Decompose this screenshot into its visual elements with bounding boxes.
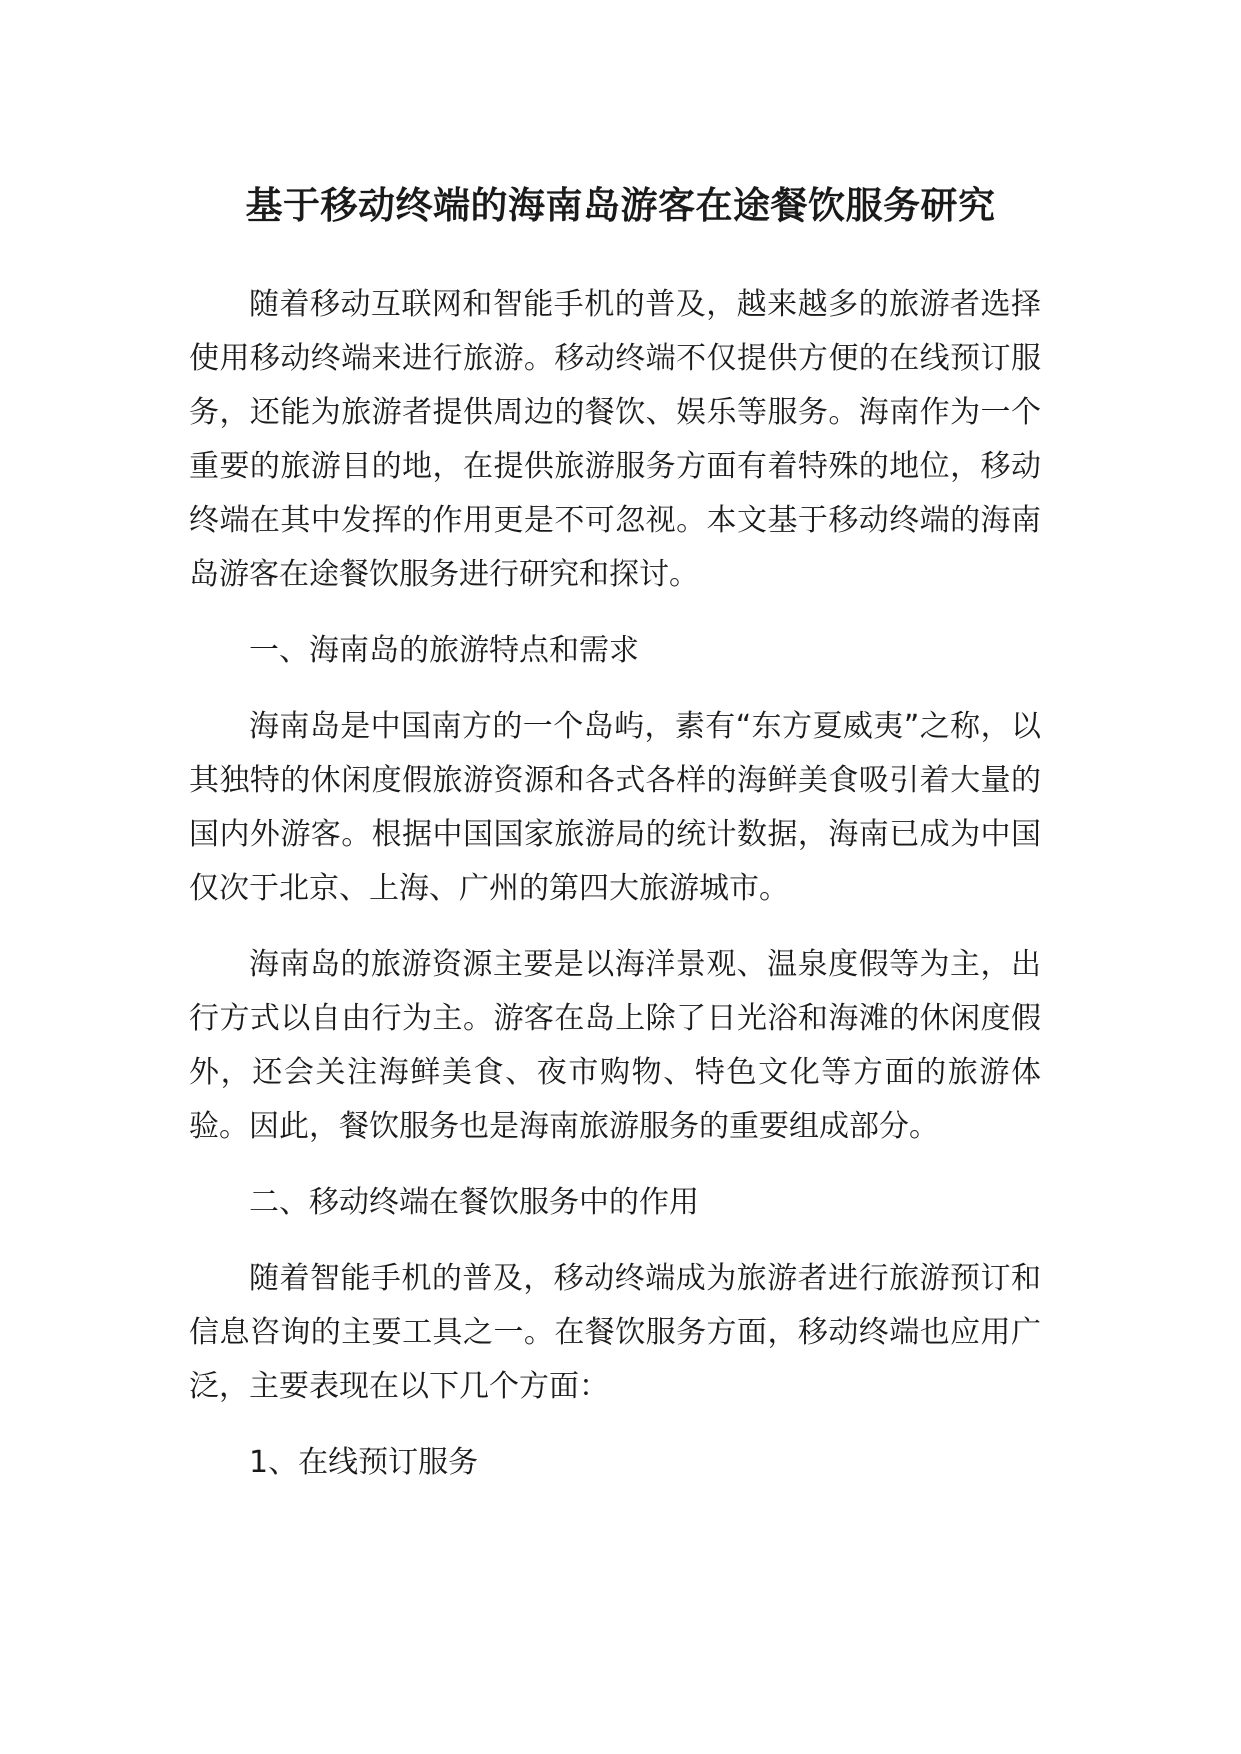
section-heading-2: 二、移动终端在餐饮服务中的作用 [249, 1185, 699, 1220]
document-title: 基于移动终端的海南岛游客在途餐饮服务研究 [245, 184, 996, 227]
paragraph-mobile-role: 随着智能手机的普及，移动终端成为旅游者进行旅游预订和信息咨询的主要工具之一。在餐饮服务方面，移动终端也应用广泛，主要表现在以下几个方面： [189, 1261, 1041, 1404]
paragraph-hainan-overview: 海南岛是中国南方的一个岛屿，素有“东方夏威夷”之称，以其独特的休闲度假旅游资源和各式各样的海鲜美食吸引着大量的国内外游客。根据中国国家旅游局的统计数据，海南已成为中国仅次于北京、上海、广州的第四大旅游城市。 [189, 709, 1041, 906]
paragraph-intro: 随着移动互联网和智能手机的普及，越来越多的旅游者选择使用移动终端来进行旅游。移动终端不仅提供方便的在线预订服务，还能为旅游者提供周边的餐饮、娱乐等服务。海南作为一个重要的旅游目的地，在提供旅游服务方面有着特殊的地位，移动终端在其中发挥的作用更是不可忽视。本文基于移动终端的海南岛游客在途餐饮服务进行研究和探讨。 [189, 287, 1041, 592]
paragraph-tourism-resources: 海南岛的旅游资源主要是以海洋景观、温泉度假等为主，出行方式以自由行为主。游客在岛上除了日光浴和海滩的休闲度假外，还会关注海鲜美食、夜市购物、特色文化等方面的旅游体验。因此，餐饮服务也是海南旅游服务的重要组成部分。 [189, 947, 1041, 1144]
subsection-heading-1: 1、在线预订服务 [249, 1445, 479, 1480]
document-body [189, 278, 1041, 1490]
section-heading-1: 一、海南岛的旅游特点和需求 [249, 633, 639, 668]
